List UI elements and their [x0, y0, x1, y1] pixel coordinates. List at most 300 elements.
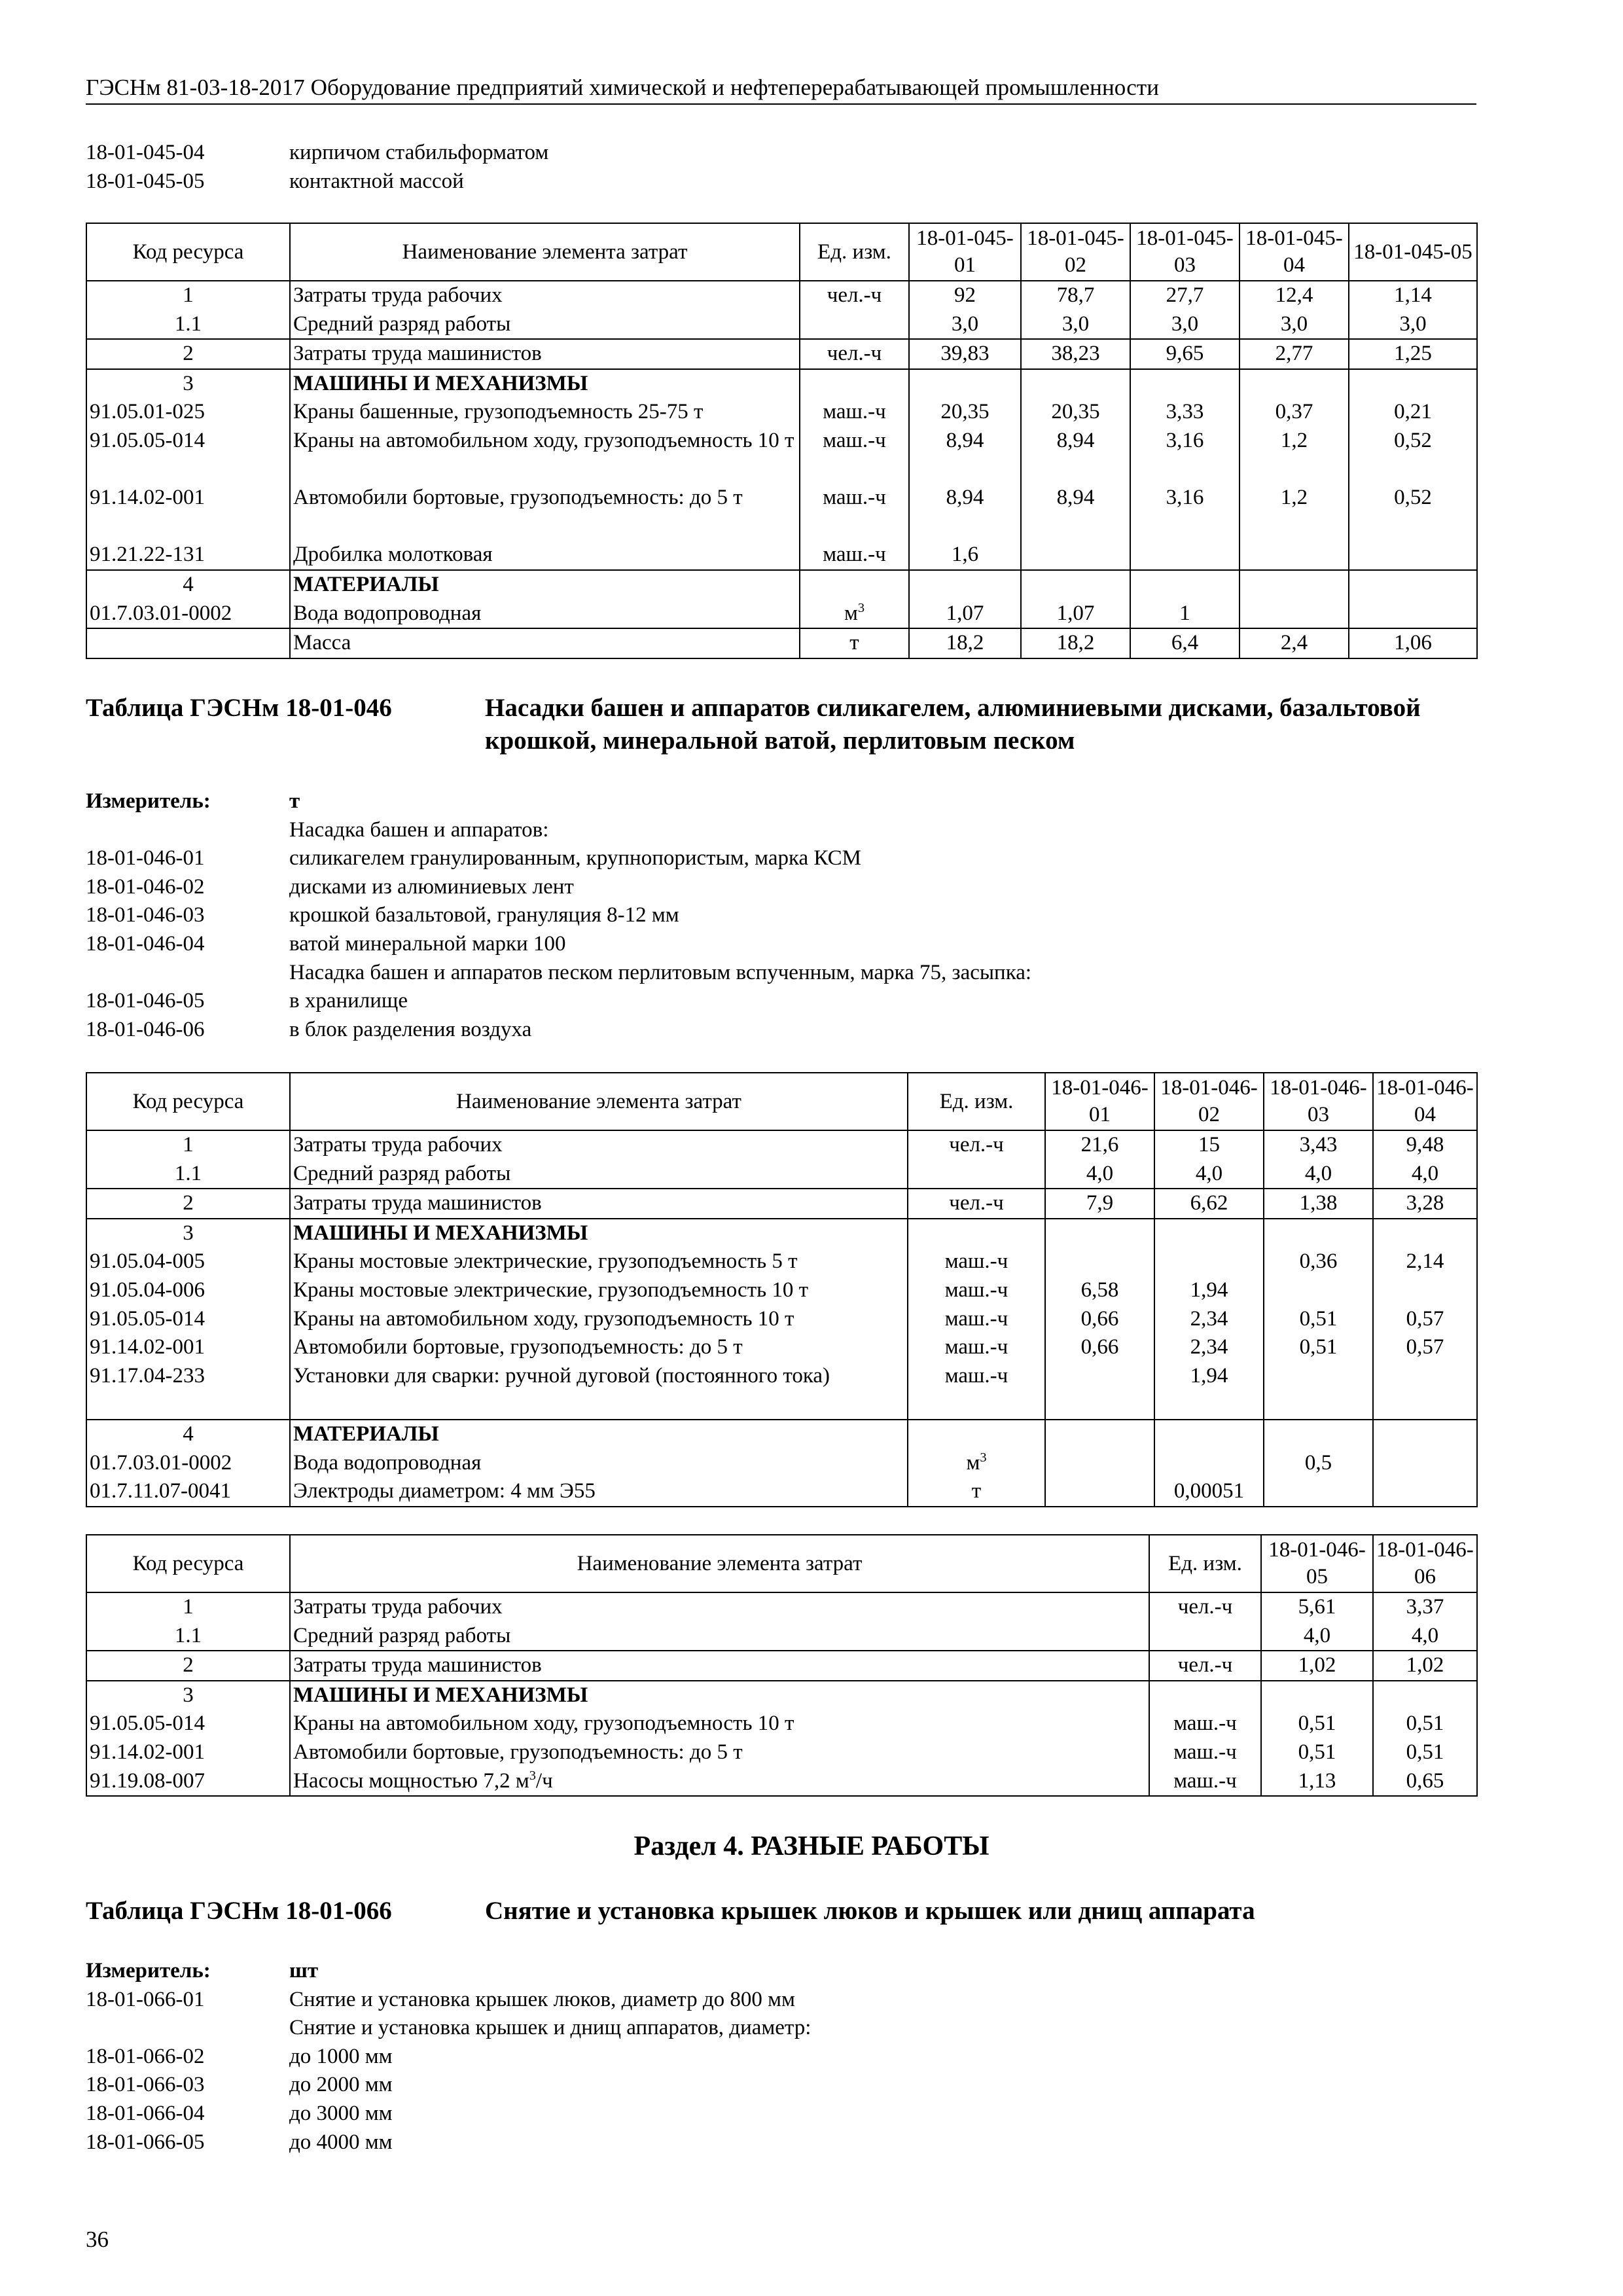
value-cell: 1,02	[1261, 1651, 1373, 1681]
value-cell: 0,51	[1264, 1305, 1373, 1334]
unit-text: чел.-ч	[949, 1133, 1004, 1157]
resource-code: 3	[86, 1219, 290, 1248]
value-cell	[1021, 369, 1130, 399]
value-cell: 0,51	[1264, 1333, 1373, 1362]
unit-text: маш.-ч	[823, 486, 886, 510]
list-text: шт	[289, 1959, 319, 1982]
value-cell	[1130, 369, 1240, 399]
table-row	[86, 1160, 1477, 1189]
unit-superscript: 3	[980, 1450, 987, 1465]
col-header-code-number: 18-01-046-04	[1373, 1073, 1477, 1130]
value-cell: 8,94	[1021, 427, 1130, 484]
unit-cell	[1149, 1738, 1261, 1767]
measure-list-066	[86, 1957, 1476, 2157]
name-tail: /ч	[535, 1768, 553, 1793]
col-header-code: Код ресурса	[86, 223, 290, 281]
list-text: крошкой базальтовой, грануляция 8-12 мм	[289, 903, 679, 927]
table-row	[86, 1681, 1477, 1710]
table-row	[86, 541, 1477, 570]
value-cell: 92	[909, 281, 1021, 310]
list-line	[86, 2043, 1476, 2072]
value-cell: 0,57	[1373, 1333, 1477, 1362]
list-line	[86, 873, 1476, 902]
resource-name: Краны мостовые электрические, грузоподъемность 5 т	[290, 1247, 908, 1276]
unit-cell	[1149, 1592, 1261, 1622]
unit-text: м	[844, 601, 858, 625]
resource-name: Краны мостовые электрические, грузоподъемность 10 т	[290, 1276, 908, 1305]
value-cell: 27,7	[1130, 281, 1240, 310]
value-cell: 8,94	[909, 484, 1021, 541]
list-code: 18-01-066-04	[86, 2101, 205, 2125]
value-cell: 3,43	[1264, 1130, 1373, 1160]
col-header-code-number: 18-01-045-02	[1021, 223, 1130, 281]
list-text: до 2000 мм	[289, 2073, 393, 2097]
resource-name: Автомобили бортовые, грузоподъемность: до 5 т	[290, 1333, 908, 1362]
value-cell: 4,0	[1373, 1622, 1477, 1651]
resource-code: 91.17.04-233	[86, 1362, 290, 1420]
unit-text: маш.-ч	[944, 1249, 1008, 1274]
value-cell: 1	[1130, 600, 1240, 629]
value-cell	[1373, 1276, 1477, 1305]
value-cell	[1154, 1247, 1264, 1276]
value-cell	[1045, 1362, 1154, 1420]
unit-cell	[1149, 1710, 1261, 1738]
table-row	[86, 1592, 1477, 1622]
value-cell	[1373, 1477, 1477, 1507]
value-cell: 2,34	[1154, 1333, 1264, 1362]
resource-name: МАТЕРИАЛЫ	[290, 570, 800, 600]
value-cell	[1373, 1219, 1477, 1248]
value-cell: 1,94	[1154, 1276, 1264, 1305]
value-cell: 4,0	[1373, 1160, 1477, 1189]
col-header-unit: Ед. изм.	[1149, 1535, 1261, 1592]
resource-name: Масса	[290, 628, 800, 658]
table-title-label: Таблица ГЭСНм 18-01-066	[86, 1897, 392, 1925]
unit-cell	[800, 427, 909, 484]
value-cell: 3,0	[1130, 310, 1240, 340]
unit-cell	[1149, 1681, 1261, 1710]
list-line	[86, 901, 1476, 930]
value-cell	[1045, 1449, 1154, 1478]
list-line	[86, 1986, 1476, 2015]
list-line	[86, 816, 1476, 845]
resource-name: Дробилка молотковая	[290, 541, 800, 570]
table-row	[86, 1767, 1477, 1797]
value-cell: 0,52	[1349, 484, 1477, 541]
list-text: Снятие и установка крышек люков, диаметр до 800 мм	[289, 1987, 795, 2011]
list-code	[86, 2014, 289, 2043]
resource-name: Затраты труда машинистов	[290, 339, 800, 369]
col-header-code-number: 18-01-045-05	[1349, 223, 1477, 281]
resource-name: Краны башенные, грузоподъемность 25-75 т	[290, 398, 800, 427]
resource-name: Электроды диаметром: 4 мм Э55	[290, 1477, 908, 1507]
value-cell: 21,6	[1045, 1130, 1154, 1160]
resource-name: Установки для сварки: ручной дуговой (постоянного тока)	[290, 1362, 908, 1420]
value-cell: 0,51	[1373, 1710, 1477, 1738]
value-cell: 3,33	[1130, 398, 1240, 427]
unit-cell	[908, 1276, 1045, 1305]
list-code: 18-01-066-03	[86, 2073, 205, 2097]
unit-text: маш.-ч	[823, 543, 886, 567]
list-code: Измеритель:	[86, 1959, 211, 1982]
col-header-code-number: 18-01-046-05	[1261, 1535, 1373, 1592]
resource-table-045	[86, 223, 1478, 659]
list-code: 18-01-066-05	[86, 2130, 205, 2154]
list-text: до 3000 мм	[289, 2101, 393, 2125]
value-cell: 0,00051	[1154, 1477, 1264, 1507]
col-header-code: Код ресурса	[86, 1073, 290, 1130]
table-header-row	[86, 1073, 1477, 1130]
unit-text: маш.-ч	[1173, 1740, 1237, 1764]
col-header-code: Код ресурса	[86, 1535, 290, 1592]
value-cell: 2,34	[1154, 1305, 1264, 1334]
col-header-name: Наименование элемента затрат	[290, 1073, 908, 1130]
list-code: 18-01-046-01	[86, 846, 205, 870]
value-cell: 2,77	[1240, 339, 1349, 369]
table-row	[86, 339, 1477, 369]
value-cell: 0,65	[1373, 1767, 1477, 1797]
value-cell	[1045, 1420, 1154, 1449]
value-cell	[1373, 1681, 1477, 1710]
value-cell: 0,21	[1349, 398, 1477, 427]
list-code: 18-01-046-05	[86, 989, 205, 1013]
unit-cell	[800, 281, 909, 310]
unit-text: м	[966, 1450, 980, 1475]
name-text: Насосы мощностью 7,2 м	[293, 1768, 529, 1793]
resource-name: Затраты труда рабочих	[290, 1592, 1149, 1622]
resource-code: 91.14.02-001	[86, 1333, 290, 1362]
table-header-row	[86, 1535, 1477, 1592]
unit-cell	[908, 1189, 1045, 1219]
resource-code: 4	[86, 570, 290, 600]
list-code: 18-01-046-02	[86, 874, 205, 899]
resource-name: Затраты труда рабочих	[290, 1130, 908, 1160]
value-cell	[1045, 1477, 1154, 1507]
value-cell	[1154, 1219, 1264, 1248]
resource-code: 01.7.11.07-0041	[86, 1477, 290, 1507]
value-cell: 1,02	[1373, 1651, 1477, 1681]
value-cell: 6,62	[1154, 1189, 1264, 1219]
value-cell: 20,35	[909, 398, 1021, 427]
list-code: 18-01-045-05	[86, 169, 205, 193]
resource-code: 3	[86, 1681, 290, 1710]
resource-code: 1	[86, 1592, 290, 1622]
list-line	[86, 2014, 1476, 2043]
list-line	[86, 1016, 1476, 1045]
value-cell: 12,4	[1240, 281, 1349, 310]
table-row	[86, 1622, 1477, 1651]
list-line	[86, 930, 1476, 959]
value-cell: 38,23	[1021, 339, 1130, 369]
list-text: дисками из алюминиевых лент	[289, 874, 574, 899]
unit-cell	[800, 398, 909, 427]
col-header-code-number: 18-01-045-03	[1130, 223, 1240, 281]
unit-text: чел.-ч	[827, 283, 882, 307]
value-cell	[1349, 369, 1477, 399]
table-row	[86, 1362, 1477, 1420]
resource-code: 91.14.02-001	[86, 484, 290, 541]
value-cell	[1021, 570, 1130, 600]
col-header-code-number: 18-01-045-04	[1240, 223, 1349, 281]
unit-cell	[800, 484, 909, 541]
value-cell: 18,2	[909, 628, 1021, 658]
resource-code: 91.05.04-006	[86, 1276, 290, 1305]
unit-cell	[908, 1219, 1045, 1248]
unit-cell	[908, 1305, 1045, 1334]
value-cell: 0,37	[1240, 398, 1349, 427]
resource-name: Затраты труда машинистов	[290, 1651, 1149, 1681]
list-line	[86, 844, 1476, 873]
resource-code: 91.05.04-005	[86, 1247, 290, 1276]
table-row	[86, 1189, 1477, 1219]
value-cell: 0,51	[1373, 1738, 1477, 1767]
table-title-046	[86, 692, 1476, 757]
unit-cell	[800, 600, 909, 629]
resource-code: 1	[86, 1130, 290, 1160]
measure-list-046	[86, 787, 1476, 1044]
list-line	[86, 2100, 1476, 2128]
resource-name: Средний разряд работы	[290, 310, 800, 340]
name-superscript: 3	[529, 1768, 536, 1783]
col-header-code-number: 18-01-046-02	[1154, 1073, 1264, 1130]
value-cell	[1264, 1420, 1373, 1449]
unit-text: т	[849, 631, 859, 655]
resource-name: МАТЕРИАЛЫ	[290, 1420, 908, 1449]
page-number: 36	[86, 2227, 109, 2252]
resource-name: Краны на автомобильном ходу, грузоподъемность 10 т	[290, 427, 800, 484]
value-cell	[1349, 570, 1477, 600]
resource-code: 1.1	[86, 1622, 290, 1651]
list-code	[86, 816, 289, 845]
col-header-code-number: 18-01-046-06	[1373, 1535, 1477, 1592]
table-row	[86, 1219, 1477, 1248]
unit-text: маш.-ч	[944, 1278, 1008, 1302]
value-cell: 0,66	[1045, 1333, 1154, 1362]
value-cell: 6,4	[1130, 628, 1240, 658]
col-header-unit: Ед. изм.	[908, 1073, 1045, 1130]
table-row	[86, 281, 1477, 310]
table-row	[86, 1449, 1477, 1478]
list-text: до 4000 мм	[289, 2130, 393, 2154]
value-cell: 0,66	[1045, 1305, 1154, 1334]
page-header: ГЭСНм 81-03-18-2017 Оборудование предприятий химической и нефтеперерабатывающей промышленности	[86, 73, 1476, 105]
value-cell: 3,0	[1240, 310, 1349, 340]
list-text: силикагелем гранулированным, крупнопористым, марка КСМ	[289, 846, 861, 870]
value-cell: 2,4	[1240, 628, 1349, 658]
value-cell: 9,48	[1373, 1130, 1477, 1160]
resource-name: МАШИНЫ И МЕХАНИЗМЫ	[290, 1681, 1149, 1710]
unit-text: маш.-ч	[944, 1335, 1008, 1359]
list-code: Измеритель:	[86, 789, 211, 813]
resource-name: Затраты труда рабочих	[290, 281, 800, 310]
list-text: ватой минеральной марки 100	[289, 931, 566, 956]
table-row	[86, 570, 1477, 600]
value-cell	[1264, 1219, 1373, 1248]
value-cell	[1130, 541, 1240, 570]
unit-cell	[908, 1477, 1045, 1507]
list-text: Насадка башен и аппаратов:	[289, 817, 549, 842]
value-cell	[1045, 1247, 1154, 1276]
value-cell	[1261, 1681, 1373, 1710]
resource-code: 01.7.03.01-0002	[86, 600, 290, 629]
resource-code: 01.7.03.01-0002	[86, 1449, 290, 1478]
value-cell: 1,07	[1021, 600, 1130, 629]
resource-code	[86, 628, 290, 658]
resource-code: 1.1	[86, 1160, 290, 1189]
table-row	[86, 1276, 1477, 1305]
unit-cell	[1149, 1622, 1261, 1651]
value-cell: 4,0	[1264, 1160, 1373, 1189]
list-text: Насадка башен и аппаратов песком перлитовым вспученным, марка 75, засыпка:	[289, 960, 1032, 984]
unit-text: маш.-ч	[1173, 1768, 1237, 1793]
list-line	[86, 139, 1476, 168]
resource-name: Вода водопроводная	[290, 1449, 908, 1478]
value-cell: 0,36	[1264, 1247, 1373, 1276]
list-text: в хранилище	[289, 989, 408, 1013]
table-row	[86, 628, 1477, 658]
value-cell: 0,51	[1261, 1738, 1373, 1767]
table-row	[86, 1305, 1477, 1334]
list-code: 18-01-046-04	[86, 931, 205, 956]
resource-code: 91.14.02-001	[86, 1738, 290, 1767]
unit-cell	[908, 1449, 1045, 1478]
unit-cell	[908, 1420, 1045, 1449]
value-cell: 3,37	[1373, 1592, 1477, 1622]
unit-text: чел.-ч	[1177, 1595, 1233, 1619]
value-cell: 1,07	[909, 600, 1021, 629]
value-cell: 20,35	[1021, 398, 1130, 427]
unit-cell	[908, 1247, 1045, 1276]
resource-name: Краны на автомобильном ходу, грузоподъемность 10 т	[290, 1710, 1149, 1738]
list-text: в блок разделения воздуха	[289, 1017, 532, 1041]
unit-cell	[908, 1160, 1045, 1189]
value-cell: 1,06	[1349, 628, 1477, 658]
unit-superscript: 3	[857, 600, 865, 615]
value-cell: 8,94	[1021, 484, 1130, 541]
value-cell: 2,14	[1373, 1247, 1477, 1276]
unit-text: чел.-ч	[949, 1191, 1004, 1215]
value-cell: 3,16	[1130, 484, 1240, 541]
resource-table-046-b	[86, 1534, 1478, 1797]
table-title-name: Снятие и установка крышек люков и крышек или днищ аппарата	[485, 1897, 1255, 1925]
list-line	[86, 959, 1476, 988]
resource-code: 91.19.08-007	[86, 1767, 290, 1797]
value-cell	[1349, 600, 1477, 629]
value-cell	[1373, 1362, 1477, 1420]
value-cell	[1240, 600, 1349, 629]
section-title: Раздел 4. РАЗНЫЕ РАБОТЫ	[633, 1831, 990, 1861]
resource-name: МАШИНЫ И МЕХАНИЗМЫ	[290, 1219, 908, 1248]
list-text: контактной массой	[289, 169, 464, 193]
value-cell	[1240, 369, 1349, 399]
value-cell	[1154, 1420, 1264, 1449]
value-cell	[1264, 1276, 1373, 1305]
value-cell: 4,0	[1045, 1160, 1154, 1189]
list-code: 18-01-066-01	[86, 1987, 205, 2011]
table-row	[86, 1333, 1477, 1362]
col-header-code-number: 18-01-046-03	[1264, 1073, 1373, 1130]
value-cell	[1045, 1219, 1154, 1248]
value-cell: 5,61	[1261, 1592, 1373, 1622]
value-cell: 8,94	[909, 427, 1021, 484]
table-row	[86, 398, 1477, 427]
table-row	[86, 1651, 1477, 1681]
list-code: 18-01-046-03	[86, 903, 205, 927]
table-row	[86, 427, 1477, 484]
value-cell	[1373, 1420, 1477, 1449]
resource-name: Вода водопроводная	[290, 600, 800, 629]
table-row	[86, 484, 1477, 541]
unit-text: маш.-ч	[823, 400, 886, 424]
resource-name: Краны на автомобильном ходу, грузоподъемность 10 т	[290, 1305, 908, 1334]
value-cell: 9,65	[1130, 339, 1240, 369]
resource-code: 3	[86, 369, 290, 399]
unit-cell	[800, 369, 909, 399]
value-cell: 3,0	[909, 310, 1021, 340]
resource-name: Затраты труда машинистов	[290, 1189, 908, 1219]
resource-code: 1	[86, 281, 290, 310]
unit-cell	[1149, 1767, 1261, 1797]
unit-cell	[908, 1333, 1045, 1362]
resource-code: 2	[86, 1651, 290, 1681]
value-cell: 0,5	[1264, 1449, 1373, 1478]
table-row	[86, 600, 1477, 629]
unit-text: чел.-ч	[827, 342, 882, 366]
list-line	[86, 987, 1476, 1016]
table-title-name: Насадки башен и аппаратов силикагелем, алюминиевыми дисками, базальтовой крошкой, минеральной ватой, перлитовым песком	[485, 694, 1421, 755]
resource-name: Средний разряд работы	[290, 1160, 908, 1189]
table-row	[86, 1477, 1477, 1507]
table-row	[86, 1247, 1477, 1276]
table-row	[86, 1710, 1477, 1738]
value-cell: 15	[1154, 1130, 1264, 1160]
unit-cell	[800, 310, 909, 340]
table-row	[86, 310, 1477, 340]
resource-name: Автомобили бортовые, грузоподъемность: до 5 т	[290, 1738, 1149, 1767]
value-cell	[1130, 570, 1240, 600]
value-cell: 1,38	[1264, 1189, 1373, 1219]
resource-code: 91.05.05-014	[86, 1710, 290, 1738]
value-cell	[1154, 1449, 1264, 1478]
resource-name: Автомобили бортовые, грузоподъемность: до 5 т	[290, 484, 800, 541]
list-code: 18-01-046-06	[86, 1017, 205, 1041]
resource-code: 4	[86, 1420, 290, 1449]
unit-text: т	[971, 1479, 982, 1503]
value-cell	[1349, 541, 1477, 570]
unit-cell	[908, 1362, 1045, 1420]
list-line	[86, 2128, 1476, 2157]
resource-name: Средний разряд работы	[290, 1622, 1149, 1651]
col-header-unit: Ед. изм.	[800, 223, 909, 281]
resource-table-046-a	[86, 1072, 1478, 1507]
list-line	[86, 168, 1476, 196]
list-text: Снятие и установка крышек и днищ аппаратов, диаметр:	[289, 2016, 812, 2040]
value-cell: 0,57	[1373, 1305, 1477, 1334]
unit-cell	[800, 570, 909, 600]
unit-text: чел.-ч	[1177, 1653, 1233, 1677]
value-cell: 4,0	[1154, 1160, 1264, 1189]
unit-cell	[1149, 1651, 1261, 1681]
list-code	[86, 959, 289, 988]
resource-code: 2	[86, 1189, 290, 1219]
top-code-list	[86, 139, 1476, 196]
value-cell	[1240, 570, 1349, 600]
value-cell: 1,25	[1349, 339, 1477, 369]
resource-name: МАШИНЫ И МЕХАНИЗМЫ	[290, 369, 800, 399]
list-text: до 1000 мм	[289, 2044, 393, 2068]
value-cell: 1,2	[1240, 484, 1349, 541]
table-row	[86, 1420, 1477, 1449]
